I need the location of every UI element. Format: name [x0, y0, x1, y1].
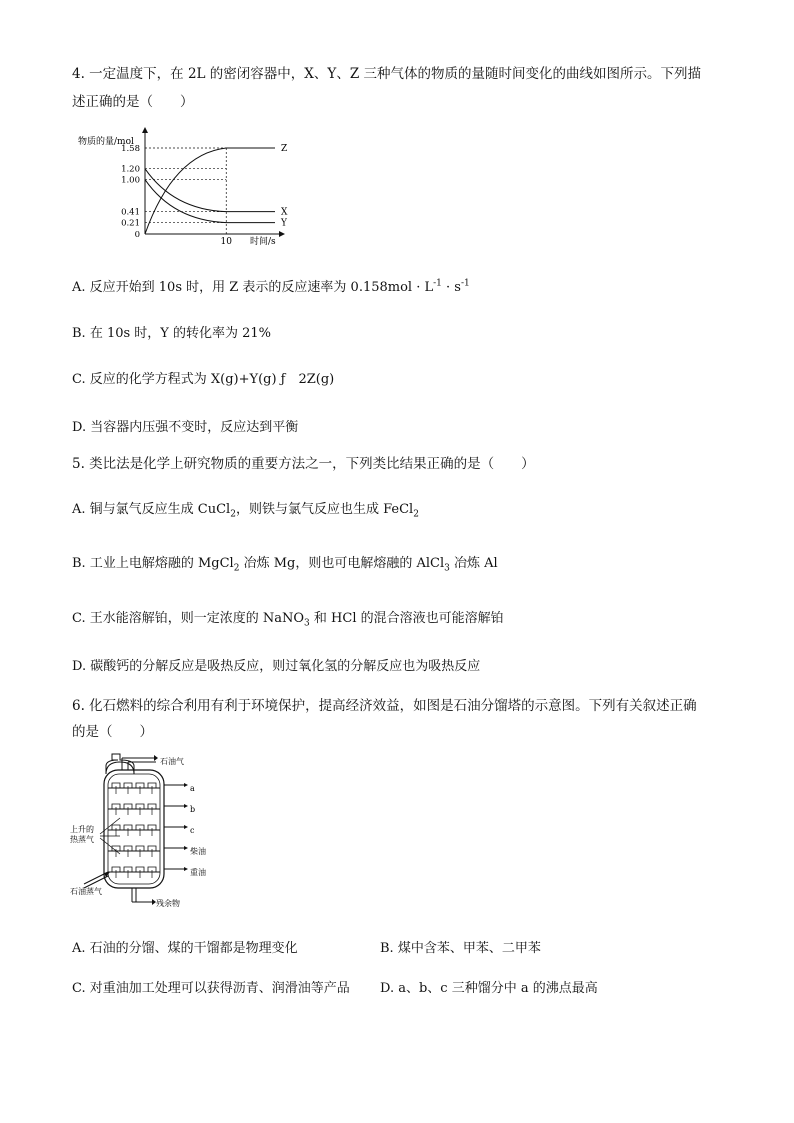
- chart-ylabel: 物质的量/mol: [78, 137, 134, 147]
- outlet-arrowhead: [184, 867, 188, 871]
- y-tick-label: 0: [134, 230, 140, 240]
- q4-option-b[interactable]: B. 在 10s 时，Y 的转化率为 21%: [72, 326, 272, 341]
- q5-stem: 5. 类比法是化学上研究物质的重要方法之一，下列类比结果正确的是（ ）: [72, 456, 535, 472]
- chart-xlabel: 时间/s: [250, 237, 276, 247]
- label-out-heavy-oil: 重油: [190, 868, 206, 877]
- outlet-arrowhead: [184, 846, 188, 850]
- label-inlet: 石油蒸气: [70, 887, 102, 896]
- label-residue: 残余物: [156, 899, 180, 908]
- q6-stem-line1: 6. 化石燃料的综合利用有利于环境保护，提高经济效益，如图是石油分馏塔的示意图。下列有关叙述正确: [72, 698, 697, 714]
- q5-option-d[interactable]: D. 碳酸钙的分解反应是吸热反应，则过氧化氢的分解反应也为吸热反应: [72, 659, 481, 674]
- q4-option-c[interactable]: C. 反应的化学方程式为 X(g)+Y(g) ƒ 2Z(g): [72, 372, 335, 387]
- label-out-a: a: [190, 784, 195, 793]
- q6-option-c[interactable]: C. 对重油加工处理可以获得沥青、润滑油等产品: [72, 981, 350, 996]
- y-tick-label: 1.20: [121, 164, 140, 175]
- label-out-diesel: 柴油: [190, 847, 206, 856]
- series-label-X: X: [281, 207, 288, 218]
- q4-stem-line2: 述正确的是（ ）: [72, 94, 194, 110]
- q4-stem-line1: 4. 一定温度下，在 2L 的密闭容器中，X、Y、Z 三种气体的物质的量随时间变化的曲线如图所示。下列描: [72, 66, 702, 82]
- q6-option-d[interactable]: D. a、b、c 三种馏分中 a 的沸点最高: [380, 981, 598, 996]
- outlet-arrowhead: [184, 825, 188, 829]
- distillation-tower-diagram: [70, 752, 230, 917]
- q4-option-a[interactable]: A. 反应开始到 10s 时，用 Z 表示的反应速率为 $0.158mol \cdot L^{-1} \cdot s^{-1}$: [72, 278, 470, 295]
- label-rising-vapor-2: 热蒸气: [70, 835, 94, 844]
- q5-option-b[interactable]: B. 工业上电解熔融的 MgCl$_2$ 冶炼 Mg，则也可电解熔融的 AlCl$_3$ 冶炼 Al: [72, 556, 498, 574]
- series-label-Y: Y: [281, 218, 287, 229]
- outlet-arrowhead: [184, 783, 188, 787]
- label-rising-vapor-1: 上升的: [70, 825, 94, 834]
- q6-option-a[interactable]: A. 石油的分馏、煤的干馏都是物理变化: [72, 941, 298, 956]
- label-out-b: b: [190, 805, 196, 814]
- q5-option-a[interactable]: A. 铜与氯气反应生成 CuCl$_2$，则铁与氯气反应也生成 FeCl$_2$: [72, 502, 419, 520]
- y-tick-label: 1.00: [121, 175, 140, 186]
- x-tick-label: 10: [220, 237, 232, 247]
- series-line-X: [145, 169, 275, 212]
- q4-option-d[interactable]: D. 当容器内压强不变时，反应达到平衡: [72, 420, 299, 435]
- top-arrowhead: [154, 755, 158, 761]
- label-out-c: c: [190, 826, 195, 835]
- y-tick-label: 1.58: [121, 143, 140, 154]
- q4-chart: [70, 122, 290, 250]
- q6-stem-line2: 的是（ ）: [72, 724, 153, 740]
- q5-option-c[interactable]: C. 王水能溶解铂，则一定浓度的 NaNO$_3$ 和 HCl 的混合溶液也可能溶解铂: [72, 611, 504, 629]
- y-tick-label: 0.41: [121, 207, 140, 218]
- q6-option-b[interactable]: B. 煤中含苯、甲苯、二甲苯: [380, 941, 541, 956]
- series-label-Z: Z: [281, 143, 288, 154]
- y-tick-label: 0.21: [121, 218, 140, 229]
- series-line-Y: [145, 180, 275, 223]
- outlet-arrowhead: [184, 804, 188, 808]
- label-petroleum-gas: 石油气: [160, 757, 184, 766]
